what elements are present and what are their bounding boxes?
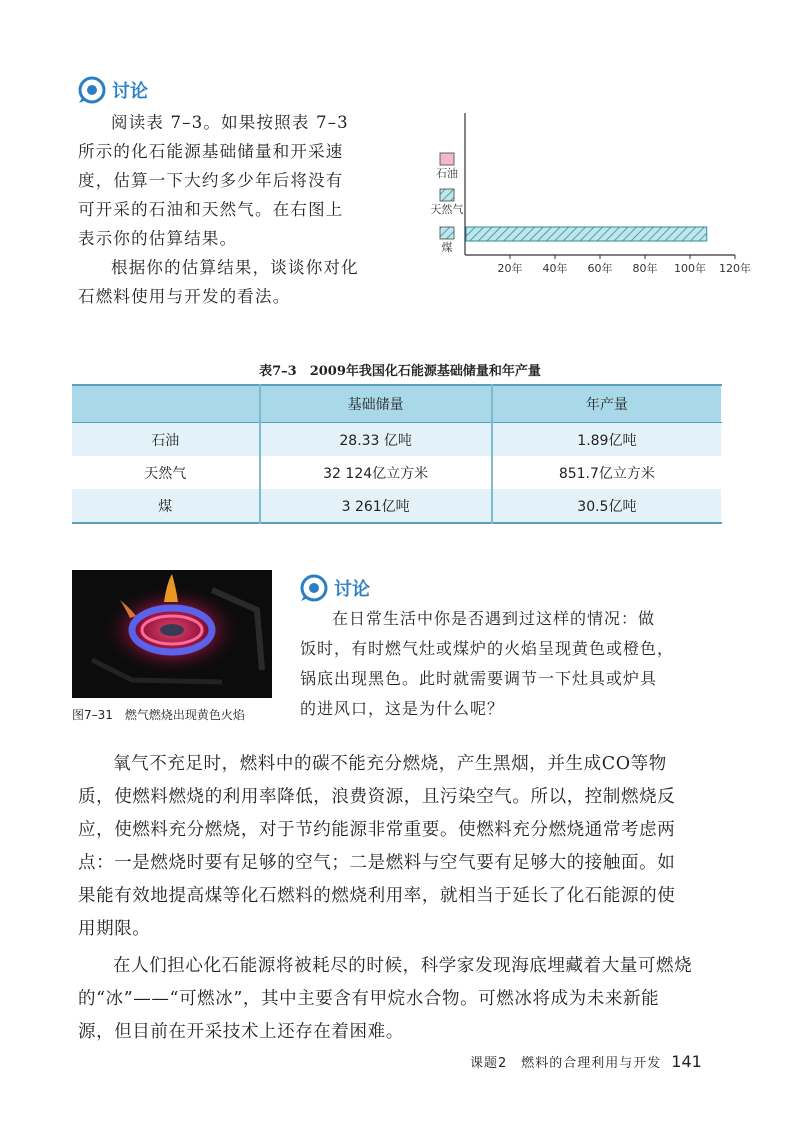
x-tick-label: 80年 [632, 262, 658, 275]
table-row [72, 456, 722, 489]
table-header-row [72, 385, 722, 423]
text-line: 用期限。 [78, 919, 151, 939]
discussion-title-1: 讨论 [112, 81, 148, 102]
footer-chapter-title: 课题2 燃料的合理利用与开发 [470, 1056, 662, 1071]
text-line: 石燃料使用与开发的看法。 [78, 287, 291, 306]
text-line: 表示你的估算结果。 [78, 229, 238, 248]
discussion-icon [78, 76, 106, 104]
x-tick-label: 20年 [497, 262, 523, 275]
body-text [78, 748, 728, 1049]
text-line: 度，估算一下大约多少年后将没有 [78, 171, 344, 190]
category-label: 石油 [436, 167, 458, 180]
discussion-heading-1 [78, 76, 148, 104]
text-line: 果能有效地提高煤等化石燃料的燃烧利用率，就相当于延长了化石能源的使 [78, 886, 676, 906]
text-line: 在人们担心化石能源将被耗尽的时候，科学家发现海底埋藏着大量可燃烧 [113, 956, 693, 976]
text-line: 可开采的石油和天然气。在右图上 [78, 200, 344, 219]
discussion-text-2 [300, 604, 730, 724]
figure-caption: 图7–31 燃气燃烧出现黄色火焰 [72, 708, 245, 722]
text-line: 阅读表 7–3。如果按照表 7–3 [111, 113, 349, 132]
category-label: 煤 [441, 241, 453, 254]
bar [466, 227, 707, 241]
table-row [72, 489, 722, 523]
gas-flame-photo [72, 570, 272, 698]
text-line: 点：一是燃烧时要有足够的空气；二是燃料与空气要有足够大的接触面。如 [78, 853, 676, 873]
text-line: 氧气不充足时，燃料中的碳不能充分燃烧，产生黑烟，并生成CO等物 [113, 754, 667, 774]
legend-swatch [440, 227, 454, 239]
table-cell: 1.89亿吨 [492, 423, 722, 457]
category-label: 天然气 [430, 203, 464, 216]
text-line: 在日常生活中你是否遇到过这样的情况：做 [332, 609, 656, 628]
discussion-icon [300, 574, 328, 602]
legend-swatch [440, 153, 454, 165]
table-header-cell: 基础储量 [260, 385, 492, 423]
table-cell: 煤 [72, 489, 260, 523]
x-tick-label: 120年 [719, 262, 751, 275]
table-cell: 851.7亿立方米 [492, 456, 722, 489]
legend-swatch [440, 189, 454, 201]
x-tick-label: 60年 [587, 262, 613, 275]
table-cell: 30.5亿吨 [492, 489, 722, 523]
table-cell: 32 124亿立方米 [260, 456, 492, 489]
text-line: 应，使燃料充分燃烧，对于节约能源非常重要。使燃料充分燃烧通常考虑两 [78, 820, 676, 840]
reserve-years-chart [410, 105, 751, 285]
discussion-title-2: 讨论 [334, 579, 370, 600]
table-cell: 石油 [72, 423, 260, 457]
discussion-text-1 [78, 108, 398, 311]
x-tick-label: 40年 [542, 262, 568, 275]
text-line: 的进风口，这是为什么呢？ [300, 699, 505, 718]
text-line: 的“冰”——“可燃冰”，其中主要含有甲烷水合物。可燃冰将成为未来新能 [78, 989, 660, 1009]
table-header-cell [72, 385, 260, 423]
text-line: 源，但目前在开采技术上还存在着困难。 [78, 1022, 404, 1042]
table-row [72, 423, 722, 457]
table-cell: 28.33 亿吨 [260, 423, 492, 457]
x-tick-label: 100年 [674, 262, 706, 275]
page-footer [470, 1052, 702, 1071]
discussion-heading-2 [300, 574, 370, 602]
table-cell: 天然气 [72, 456, 260, 489]
fossil-energy-table [72, 384, 722, 524]
table-cell: 3 261亿吨 [260, 489, 492, 523]
page-number: 141 [671, 1052, 702, 1071]
text-line: 所示的化石能源基础储量和开采速 [78, 142, 344, 161]
text-line: 质，使燃料燃烧的利用率降低，浪费资源，且污染空气。所以，控制燃烧反 [78, 787, 676, 807]
table-caption: 表7–3 2009年我国化石能源基础储量和年产量 [259, 364, 541, 379]
gas-stove-flame-image [72, 570, 272, 698]
text-line: 根据你的估算结果，谈谈你对化 [111, 258, 359, 277]
text-line: 饭时，有时燃气灶或煤炉的火焰呈现黄色或橙色， [300, 639, 675, 658]
text-line: 锅底出现黑色。此时就需要调节一下灶具或炉具 [300, 669, 658, 688]
table-header-cell: 年产量 [492, 385, 722, 423]
